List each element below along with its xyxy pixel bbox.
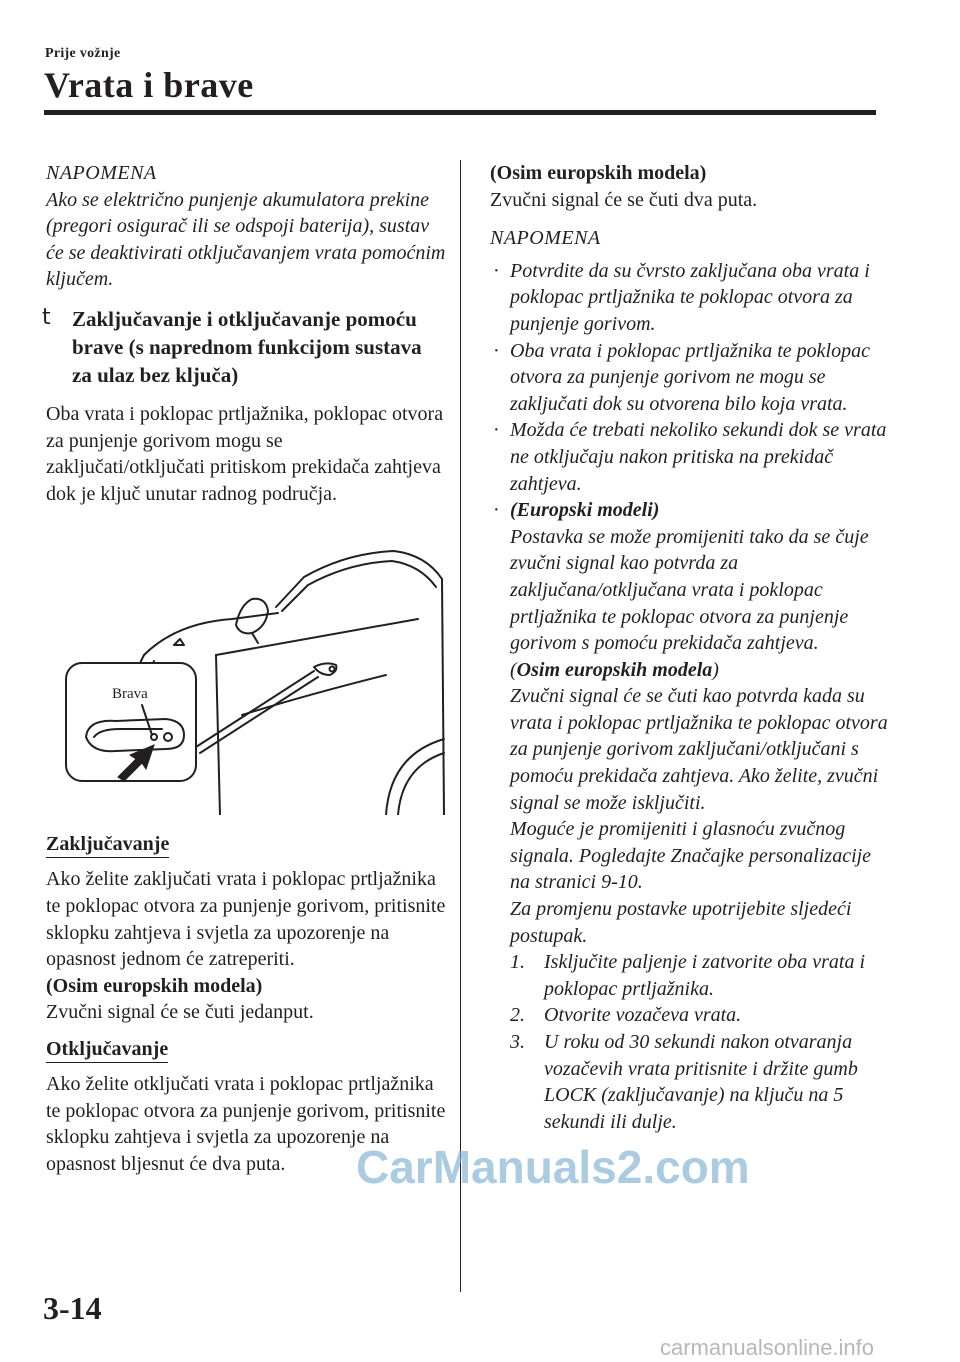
lock-heading: Zaključavanje xyxy=(46,832,169,858)
section-heading: Zaključavanje i otključavanje pomoću brave (s naprednom funkcijom sustava za ulaz bez ključa) xyxy=(72,306,422,387)
unlock-heading: Otključavanje xyxy=(46,1037,168,1063)
unlock-text: Ako želite otključati vrata i poklopac prtljažnika te poklopac otvora za punjenje gorivom, pritisnite sklopku zahtjeva i svjetla za upozorenje na opasnost bljesnut će dva puta. xyxy=(46,1072,446,1175)
figure-label: Brava xyxy=(112,686,148,703)
car-door-illustration xyxy=(46,515,446,815)
section-heading-block xyxy=(42,304,446,389)
header-rule xyxy=(44,110,876,115)
note-bullet-list xyxy=(490,258,890,1136)
lock-sub-text: Zvučni signal će se čuti jedanput. xyxy=(46,1001,314,1024)
non-eu-heading: Osim europskih modela xyxy=(516,658,713,681)
left-column xyxy=(42,160,446,1177)
page-title: Vrata i brave xyxy=(44,65,254,105)
list-item: · Oba vrata i poklopac prtljažnika te poklopac otvora za punjenje gorivom ne mogu se zaključati dok su otvorena bilo koja vrata. xyxy=(493,339,870,415)
door-handle-figure xyxy=(46,515,446,815)
intro-text: Oba vrata i poklopac prtljažnika, poklopac otvora za punjenje gorivom mogu se zaključati/otključati pritiskom prekidača zahtjeva dok je ključ unutar radnog područja. xyxy=(46,402,444,505)
procedure-steps xyxy=(510,949,890,1135)
step-item: 2. Otvorite vozačeva vrata. xyxy=(510,1004,742,1027)
list-item: · Potvrdite da su čvrsto zaključana oba vrata i poklopac prtljažnika te poklopac otvora za punjenje gorivom. xyxy=(493,259,870,335)
right-column xyxy=(490,160,890,1135)
heading-marker-icon: t xyxy=(42,304,51,330)
list-item: · Možda će trebati nekoliko sekundi dok se vrata ne otključaju nakon pritiska na prekidač zahtjeva. xyxy=(493,419,887,495)
note-label: NAPOMENA xyxy=(46,162,157,184)
right-sub-text: Zvučni signal će se čuti dva puta. xyxy=(490,188,758,211)
footer-watermark: carmanualsonline.info xyxy=(660,1335,875,1360)
eu-text: Postavka se može promijeniti tako da se čuje zvučni signal kao potvrda za zaključana/otključana vrata i poklopac prtljažnika te poklopac otvora za punjenje gorivom s pomoću prekidača zahtjeva. xyxy=(510,525,869,655)
volume-text: Moguće je promijeniti i glasnoću zvučnog signala. Pogledajte Značajke personalizacije na stranici 9-10. xyxy=(510,818,872,894)
non-eu-heading-line: (Osim europskih modela) xyxy=(510,658,719,681)
step-item: 3. U roku od 30 sekundi nakon otvaranja vozačevih vrata pritisnite i držite gumb LOCK (zaključavanje) na ključu na 5 sekundi ili dulje. xyxy=(510,1031,858,1133)
step-item: 1. Isključite paljenje i zatvorite oba vrata i poklopac prtljažnika. xyxy=(510,951,866,1000)
section-label: Prije vožnje xyxy=(45,46,121,61)
lock-text: Ako želite zaključati vrata i poklopac prtljažnika te poklopac otvora za punjenje gorivom, pritisnite sklopku zahtjeva i svjetla za upozorenje na opasnost jednom će zatreperiti. xyxy=(46,868,446,971)
page-number: 3-14 xyxy=(43,1290,102,1326)
watermark-logo: CarManuals2.com xyxy=(356,1141,750,1193)
right-note-label: NAPOMENA xyxy=(490,227,601,250)
right-sub-heading: (Osim europskih modela) xyxy=(490,162,707,184)
column-divider xyxy=(460,160,461,1292)
eu-heading: (Europski modeli) xyxy=(510,499,660,522)
non-eu-text: Zvučni signal će se čuti kao potvrda kada su vrata i poklopac prtljažnika te poklopac otvora za punjenje gorivom zaključani/otključani s pomoću prekidača zahtjeva. Ako želite, zvučni signal se može isključiti. xyxy=(510,685,888,814)
lock-sub-heading: (Osim europskih modela) xyxy=(46,974,263,997)
note-text: Ako se električno punjenje akumulatora prekine (pregori osigurač ili se odspoji baterija), sustav će se deaktivirati otključavanjem vrata pomoćnim ključem. xyxy=(46,188,446,291)
list-item: · (Europski modeli) Postavka se može promijeniti tako da se čuje zvučni signal kao potvrda za zaključana/otključana vrata i poklopac prtljažnika te poklopac otvora za punjenje gorivom s pomoću prekidača zahtjeva. (Osim europskih modela) Zvučni signal će se čuti kao potvrda kada su vrata i poklopac prtljažnika te poklopac otvora za punjenje gorivom zaključani/otključani s pomoću prekidača zahtjeva. Ako želite, zvučni signal se može isključiti. Moguće je promijeniti i glasnoću zvučnog signala. Pogledajte Značajke personalizacije na stranici 9-10. Za promjenu postavke upotrijebite sljedeći postupak. 1. Isključite paljenje i zatvorite oba vrata i poklopac prtljažnika. 2. Otvorite vozačeva vrata. 3. U roku od 30 sekundi nakon otvaranja vozačevih vrata pritisnite i držite gumb LOCK (zaključavanje) na ključu na 5 sekundi ili dulje. xyxy=(490,497,890,1135)
procedure-text: Za promjenu postavke upotrijebite sljedeći postupak. xyxy=(510,898,852,947)
